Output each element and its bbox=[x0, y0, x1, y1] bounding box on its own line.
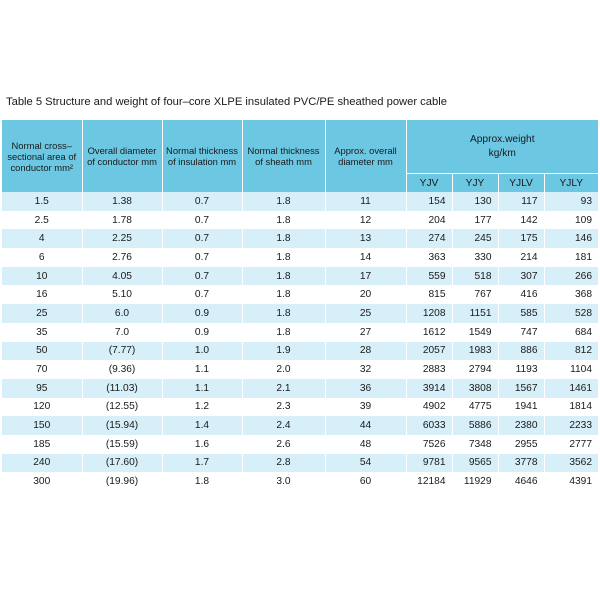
cell-yjlv: 142 bbox=[498, 211, 544, 230]
cell-yjv: 1208 bbox=[406, 304, 452, 323]
cell-cross-section: 1.5 bbox=[2, 192, 82, 211]
cell-approx-diameter: 48 bbox=[325, 435, 406, 454]
cell-yjlv: 585 bbox=[498, 304, 544, 323]
cell-yjv: 3914 bbox=[406, 379, 452, 398]
table-row bbox=[2, 211, 598, 230]
cell-yjy: 130 bbox=[452, 192, 498, 211]
cell-cross-section: 10 bbox=[2, 267, 82, 286]
cell-yjlv: 4646 bbox=[498, 472, 544, 491]
cell-yjlv: 175 bbox=[498, 229, 544, 248]
cable-spec-table bbox=[2, 120, 598, 491]
cell-yjlv: 214 bbox=[498, 248, 544, 267]
table-row bbox=[2, 435, 598, 454]
cell-sheath: 3.0 bbox=[242, 472, 325, 491]
header-cross-section: Normal cross– sectional area of conductor mm² bbox=[2, 120, 82, 192]
header-weight-label: Approx.weight bbox=[469, 133, 535, 145]
cell-yjly: 528 bbox=[544, 304, 598, 323]
cell-overall-diameter: 4.05 bbox=[82, 267, 162, 286]
cell-insulation: 1.1 bbox=[162, 360, 242, 379]
cell-yjy: 245 bbox=[452, 229, 498, 248]
header-yjy: YJY bbox=[452, 174, 498, 193]
table-row bbox=[2, 360, 598, 379]
cell-overall-diameter: 1.78 bbox=[82, 211, 162, 230]
table-body bbox=[2, 192, 598, 491]
cell-insulation: 1.1 bbox=[162, 379, 242, 398]
cell-yjv: 363 bbox=[406, 248, 452, 267]
cell-yjy: 767 bbox=[452, 285, 498, 304]
cell-sheath: 2.0 bbox=[242, 360, 325, 379]
header-yjlv: YJLV bbox=[498, 174, 544, 193]
cell-sheath: 1.8 bbox=[242, 211, 325, 230]
cell-yjv: 204 bbox=[406, 211, 452, 230]
cell-insulation: 1.2 bbox=[162, 398, 242, 417]
cell-yjlv: 1567 bbox=[498, 379, 544, 398]
cell-yjly: 684 bbox=[544, 323, 598, 342]
cell-overall-diameter: (9.36) bbox=[82, 360, 162, 379]
cell-cross-section: 300 bbox=[2, 472, 82, 491]
cell-yjly: 1461 bbox=[544, 379, 598, 398]
table-row bbox=[2, 454, 598, 473]
cell-approx-diameter: 13 bbox=[325, 229, 406, 248]
cell-sheath: 2.6 bbox=[242, 435, 325, 454]
table-row bbox=[2, 192, 598, 211]
cell-cross-section: 240 bbox=[2, 454, 82, 473]
cell-sheath: 2.1 bbox=[242, 379, 325, 398]
cell-overall-diameter: (7.77) bbox=[82, 342, 162, 361]
cell-yjlv: 2955 bbox=[498, 435, 544, 454]
cell-approx-diameter: 44 bbox=[325, 416, 406, 435]
cell-yjv: 7526 bbox=[406, 435, 452, 454]
header-insulation-thickness: Normal thickness of insulation mm bbox=[162, 120, 242, 192]
cell-overall-diameter: (11.03) bbox=[82, 379, 162, 398]
cell-overall-diameter: 2.76 bbox=[82, 248, 162, 267]
cell-overall-diameter: (19.96) bbox=[82, 472, 162, 491]
table-title: Table 5 Structure and weight of four–core XLPE insulated PVC/PE sheathed power cable bbox=[6, 96, 447, 108]
cell-overall-diameter: (12.55) bbox=[82, 398, 162, 417]
cell-insulation: 0.9 bbox=[162, 323, 242, 342]
table-row bbox=[2, 472, 598, 491]
cell-approx-diameter: 32 bbox=[325, 360, 406, 379]
cell-sheath: 1.8 bbox=[242, 267, 325, 286]
cell-yjy: 2794 bbox=[452, 360, 498, 379]
cell-approx-diameter: 36 bbox=[325, 379, 406, 398]
cell-approx-diameter: 12 bbox=[325, 211, 406, 230]
cell-yjly: 146 bbox=[544, 229, 598, 248]
cell-sheath: 1.9 bbox=[242, 342, 325, 361]
cell-insulation: 0.9 bbox=[162, 304, 242, 323]
cell-cross-section: 120 bbox=[2, 398, 82, 417]
cell-sheath: 1.8 bbox=[242, 285, 325, 304]
cell-approx-diameter: 25 bbox=[325, 304, 406, 323]
cell-yjlv: 1193 bbox=[498, 360, 544, 379]
table-row bbox=[2, 398, 598, 417]
cell-cross-section: 185 bbox=[2, 435, 82, 454]
cell-yjv: 2057 bbox=[406, 342, 452, 361]
cell-overall-diameter: 5.10 bbox=[82, 285, 162, 304]
cell-yjy: 330 bbox=[452, 248, 498, 267]
cell-overall-diameter: 6.0 bbox=[82, 304, 162, 323]
table-row bbox=[2, 379, 598, 398]
cell-cross-section: 16 bbox=[2, 285, 82, 304]
cell-yjv: 2883 bbox=[406, 360, 452, 379]
cell-yjv: 9781 bbox=[406, 454, 452, 473]
cell-yjlv: 2380 bbox=[498, 416, 544, 435]
cell-sheath: 2.3 bbox=[242, 398, 325, 417]
table-row bbox=[2, 416, 598, 435]
cell-insulation: 1.6 bbox=[162, 435, 242, 454]
cell-yjy: 4775 bbox=[452, 398, 498, 417]
cell-approx-diameter: 20 bbox=[325, 285, 406, 304]
cell-approx-diameter: 14 bbox=[325, 248, 406, 267]
cell-insulation: 0.7 bbox=[162, 248, 242, 267]
header-yjly: YJLY bbox=[544, 174, 598, 193]
cell-yjy: 518 bbox=[452, 267, 498, 286]
cell-yjly: 3562 bbox=[544, 454, 598, 473]
cell-insulation: 0.7 bbox=[162, 229, 242, 248]
cell-yjly: 368 bbox=[544, 285, 598, 304]
table-row bbox=[2, 304, 598, 323]
cell-yjlv: 886 bbox=[498, 342, 544, 361]
cell-yjly: 2777 bbox=[544, 435, 598, 454]
cell-yjlv: 747 bbox=[498, 323, 544, 342]
cell-approx-diameter: 54 bbox=[325, 454, 406, 473]
cell-overall-diameter: 7.0 bbox=[82, 323, 162, 342]
cell-overall-diameter: (15.94) bbox=[82, 416, 162, 435]
header-yjv: YJV bbox=[406, 174, 452, 193]
table-row bbox=[2, 267, 598, 286]
cell-yjlv: 307 bbox=[498, 267, 544, 286]
cell-cross-section: 2.5 bbox=[2, 211, 82, 230]
cell-insulation: 1.4 bbox=[162, 416, 242, 435]
cell-sheath: 1.8 bbox=[242, 192, 325, 211]
cell-insulation: 0.7 bbox=[162, 192, 242, 211]
cell-cross-section: 35 bbox=[2, 323, 82, 342]
cell-cross-section: 95 bbox=[2, 379, 82, 398]
cell-overall-diameter: (15.59) bbox=[82, 435, 162, 454]
cell-yjv: 12184 bbox=[406, 472, 452, 491]
cell-yjv: 154 bbox=[406, 192, 452, 211]
cell-yjy: 1983 bbox=[452, 342, 498, 361]
table-row bbox=[2, 323, 598, 342]
cell-overall-diameter: 2.25 bbox=[82, 229, 162, 248]
cell-yjly: 812 bbox=[544, 342, 598, 361]
cell-yjy: 3808 bbox=[452, 379, 498, 398]
cell-yjlv: 416 bbox=[498, 285, 544, 304]
cell-approx-diameter: 27 bbox=[325, 323, 406, 342]
header-weight-unit: kg/km bbox=[488, 147, 516, 159]
table-row bbox=[2, 342, 598, 361]
cell-yjy: 11929 bbox=[452, 472, 498, 491]
cell-yjv: 4902 bbox=[406, 398, 452, 417]
cell-yjlv: 1941 bbox=[498, 398, 544, 417]
cell-overall-diameter: (17.60) bbox=[82, 454, 162, 473]
table-row bbox=[2, 229, 598, 248]
cell-yjy: 177 bbox=[452, 211, 498, 230]
cell-sheath: 2.8 bbox=[242, 454, 325, 473]
header-overall-diameter: Overall diameter of conductor mm bbox=[82, 120, 162, 192]
header-approx-weight bbox=[406, 120, 598, 174]
cell-approx-diameter: 11 bbox=[325, 192, 406, 211]
cell-sheath: 1.8 bbox=[242, 248, 325, 267]
header-sheath-thickness: Normal thickness of sheath mm bbox=[242, 120, 325, 192]
cell-yjly: 266 bbox=[544, 267, 598, 286]
cell-yjy: 5886 bbox=[452, 416, 498, 435]
cell-cross-section: 25 bbox=[2, 304, 82, 323]
cell-cross-section: 150 bbox=[2, 416, 82, 435]
cell-yjly: 93 bbox=[544, 192, 598, 211]
cell-approx-diameter: 28 bbox=[325, 342, 406, 361]
cell-yjy: 1151 bbox=[452, 304, 498, 323]
cell-yjly: 181 bbox=[544, 248, 598, 267]
header-approx-diameter: Approx. overall diameter mm bbox=[325, 120, 406, 192]
cell-yjv: 274 bbox=[406, 229, 452, 248]
cell-cross-section: 70 bbox=[2, 360, 82, 379]
cell-yjly: 109 bbox=[544, 211, 598, 230]
cell-yjlv: 117 bbox=[498, 192, 544, 211]
cell-yjv: 815 bbox=[406, 285, 452, 304]
cell-yjlv: 3778 bbox=[498, 454, 544, 473]
cell-yjly: 2233 bbox=[544, 416, 598, 435]
cell-yjv: 6033 bbox=[406, 416, 452, 435]
table-row bbox=[2, 248, 598, 267]
cell-sheath: 2.4 bbox=[242, 416, 325, 435]
cell-insulation: 0.7 bbox=[162, 211, 242, 230]
cell-yjv: 559 bbox=[406, 267, 452, 286]
cell-cross-section: 6 bbox=[2, 248, 82, 267]
cell-yjly: 1104 bbox=[544, 360, 598, 379]
cell-insulation: 1.8 bbox=[162, 472, 242, 491]
cell-yjly: 1814 bbox=[544, 398, 598, 417]
cell-insulation: 0.7 bbox=[162, 267, 242, 286]
cell-yjy: 1549 bbox=[452, 323, 498, 342]
cell-sheath: 1.8 bbox=[242, 323, 325, 342]
cell-yjy: 7348 bbox=[452, 435, 498, 454]
cell-insulation: 0.7 bbox=[162, 285, 242, 304]
cell-cross-section: 4 bbox=[2, 229, 82, 248]
cell-approx-diameter: 17 bbox=[325, 267, 406, 286]
cell-insulation: 1.7 bbox=[162, 454, 242, 473]
cell-sheath: 1.8 bbox=[242, 304, 325, 323]
cell-yjly: 4391 bbox=[544, 472, 598, 491]
table-row bbox=[2, 285, 598, 304]
cell-insulation: 1.0 bbox=[162, 342, 242, 361]
cell-approx-diameter: 39 bbox=[325, 398, 406, 417]
cell-overall-diameter: 1.38 bbox=[82, 192, 162, 211]
cell-yjv: 1612 bbox=[406, 323, 452, 342]
cell-sheath: 1.8 bbox=[242, 229, 325, 248]
cell-yjy: 9565 bbox=[452, 454, 498, 473]
cell-approx-diameter: 60 bbox=[325, 472, 406, 491]
cell-cross-section: 50 bbox=[2, 342, 82, 361]
